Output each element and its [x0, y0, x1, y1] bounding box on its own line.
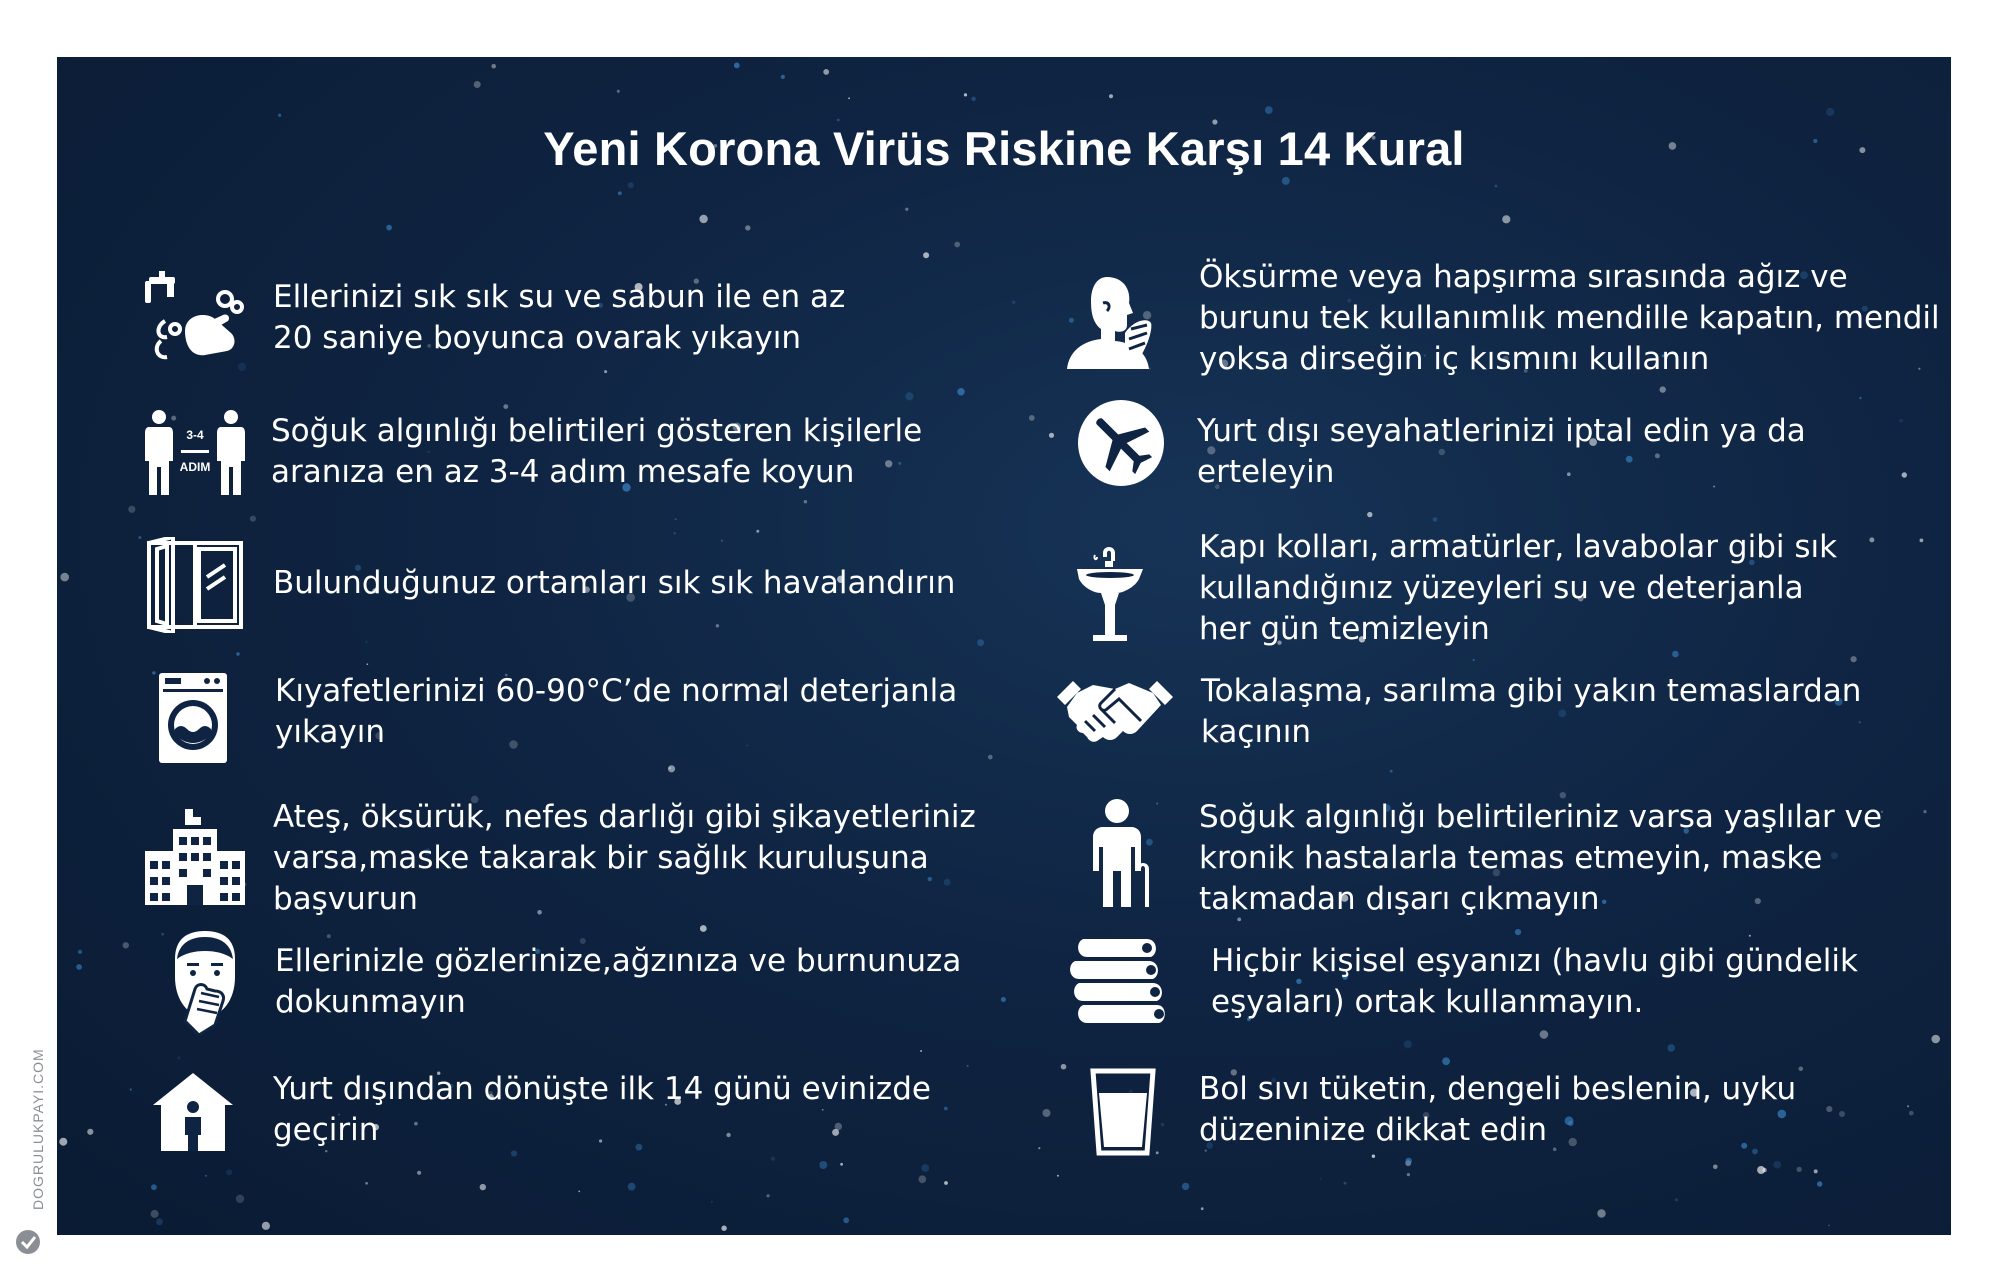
star-dot	[843, 1217, 849, 1223]
rule-text-line: Öksürme veya hapşırma sırasında ağız ve	[1199, 259, 1848, 295]
rule-text-line: varsa,maske takarak bir sağlık kuruluşuna	[273, 840, 929, 876]
star-dot	[367, 663, 369, 665]
star-dot	[1407, 1173, 1410, 1176]
rule-text-line: eşyaları) ortak kullanmayın.	[1211, 984, 1644, 1020]
rule-text-line: başvurun	[273, 881, 418, 917]
star-dot	[87, 1129, 93, 1135]
star-dot	[920, 1050, 922, 1052]
star-dot	[1814, 1169, 1818, 1173]
star-dot	[1817, 1181, 1822, 1186]
star-dot	[78, 950, 82, 954]
rule-cover-cough	[1067, 257, 1947, 387]
star-dot	[971, 97, 976, 102]
distance-icon-label-top: 3-4	[186, 428, 204, 442]
star-dot	[236, 652, 239, 655]
rule-text-line: Kapı kolları, armatürler, lavabolar gibi sık	[1199, 529, 1838, 565]
star-dot	[1265, 106, 1273, 114]
rule-handwash	[145, 271, 1045, 381]
star-dot	[1851, 656, 1857, 662]
star-dot	[905, 208, 908, 211]
rule-hydrate	[1067, 1069, 1947, 1169]
star-dot	[491, 64, 496, 69]
star-dot	[1282, 177, 1290, 185]
sink-icon	[1067, 543, 1167, 643]
rule-text-line: yoksa dirseğin iç kısmını kullanın	[1199, 341, 1710, 377]
rule-clean-surfaces	[1067, 527, 1947, 657]
star-dot	[1109, 94, 1113, 98]
rule-avoid-contact	[1057, 669, 1947, 769]
star-dot	[138, 536, 141, 539]
star-dot	[59, 1138, 67, 1146]
rule-text-line: yıkayın	[275, 714, 385, 750]
star-dot	[745, 225, 750, 230]
handwash-icon	[145, 271, 245, 371]
star-dot	[177, 1056, 180, 1059]
star-dot	[781, 75, 785, 79]
rule-text-line: Bol sıvı tüketin, dengeli beslenin, uyku	[1199, 1071, 1797, 1107]
rule-laundry	[145, 669, 1045, 769]
star-dot	[123, 942, 129, 948]
rule-text-line: kaçının	[1201, 714, 1311, 750]
star-dot	[250, 516, 256, 522]
distance-icon-label-bottom: ADIM	[179, 460, 211, 474]
star-dot	[130, 1088, 132, 1090]
star-dot	[278, 114, 281, 117]
star-dot	[578, 1191, 580, 1193]
star-dot	[1495, 185, 1498, 188]
star-dot	[417, 1171, 421, 1175]
star-dot	[1049, 433, 1054, 438]
star-dot	[756, 530, 759, 533]
rule-cancel-travel	[1067, 409, 1947, 509]
rule-text-line: Soğuk algınlığı belirtileriniz varsa yaşlılar ve	[1199, 799, 1883, 835]
star-dot	[964, 93, 967, 96]
towels-icon	[1067, 939, 1167, 1029]
star-dot	[60, 573, 69, 582]
star-dot	[1433, 517, 1437, 521]
rule-text-line: Hiçbir kişisel eşyanızı (havlu gibi gündelik	[1211, 943, 1858, 979]
rule-text-line: 20 saniye boyunca ovarak yıkayın	[273, 320, 801, 356]
star-dot	[675, 518, 677, 520]
rule-no-face-touch	[145, 929, 1045, 1049]
star-dot	[1502, 215, 1510, 223]
star-dot	[823, 69, 829, 75]
credit-text: DOGRULUKPAYI.COM	[30, 1048, 46, 1210]
logo-check-icon	[14, 1228, 44, 1258]
star-dot	[1390, 770, 1393, 773]
star-dot	[1344, 1182, 1347, 1185]
star-dot	[128, 506, 135, 513]
face-touch-icon	[155, 929, 255, 1035]
star-dot	[734, 63, 740, 69]
star-dot	[236, 1195, 244, 1203]
page-title: Yeni Korona Virüs Riskine Karşı 14 Kural	[543, 122, 1465, 175]
star-dot	[1320, 1178, 1322, 1180]
washing-machine-icon	[145, 669, 245, 765]
hospital-icon	[145, 809, 245, 909]
rule-distance	[145, 409, 1045, 509]
star-dot	[674, 532, 676, 534]
rule-text-line: geçirin	[273, 1112, 379, 1148]
star-dot	[721, 1226, 726, 1231]
rule-text-line: Kıyafetlerinizi 60-90°C’de normal deterjanla	[275, 673, 958, 709]
star-dot	[1057, 1175, 1059, 1177]
rule-text-line: Yurt dışı seyahatlerinizi iptal edin ya da	[1197, 413, 1806, 449]
star-dot	[711, 1201, 713, 1203]
star-dot	[226, 1169, 232, 1175]
star-dot	[628, 1183, 636, 1191]
star-dot	[923, 252, 929, 258]
star-dot	[386, 225, 392, 231]
rule-text-line: Bulunduğunuz ortamları sık sık havalandırın	[273, 565, 956, 601]
star-dot	[366, 641, 368, 643]
rule-no-sharing	[1067, 929, 1947, 1049]
rule-text-line: her gün temizleyin	[1199, 611, 1490, 647]
star-dot	[474, 81, 481, 88]
star-dot	[1201, 1207, 1204, 1210]
rule-ventilate	[145, 537, 1045, 637]
star-dot	[1061, 1064, 1067, 1070]
rule-text-line: burunu tek kullanımlık mendille kapatın, mendil	[1199, 300, 1940, 336]
star-dot	[699, 215, 707, 223]
star-dot	[151, 1210, 159, 1218]
star-dot	[480, 1184, 486, 1190]
water-glass-icon	[1089, 1067, 1189, 1157]
sneeze-icon	[1067, 273, 1167, 373]
star-dot	[76, 964, 82, 970]
star-dot	[1675, 1198, 1678, 1201]
rule-text-line: Ateş, öksürük, nefes darlığı gibi şikayetleriniz	[273, 799, 976, 835]
rule-text-line: takmadan dışarı çıkmayın	[1199, 881, 1600, 917]
star-dot	[954, 242, 960, 248]
star-dot	[156, 1218, 163, 1225]
star-dot	[957, 388, 964, 395]
star-dot	[1597, 1209, 1605, 1217]
infographic-panel	[57, 57, 1951, 1235]
window-icon	[145, 537, 245, 633]
rule-text-line: Tokalaşma, sarılma gibi yakın temaslardan	[1201, 673, 1862, 709]
rule-text-line: düzeninize dikkat edin	[1199, 1112, 1548, 1148]
distance-icon	[145, 409, 245, 499]
star-dot	[918, 1175, 926, 1183]
star-dot	[1473, 659, 1475, 661]
rule-text-line: Ellerinizi sık sık su ve sabun ile en az	[273, 279, 846, 315]
rule-text-line: Yurt dışından dönüşte ilk 14 günü evinizde	[273, 1071, 931, 1107]
star-dot	[1182, 1183, 1189, 1190]
star-dot	[1828, 1225, 1830, 1227]
star-dot	[618, 191, 622, 195]
rule-text-line: dokunmayın	[275, 984, 466, 1020]
star-dot	[205, 1175, 207, 1177]
airplane-icon	[1077, 399, 1177, 499]
rule-self-isolate	[145, 1069, 1045, 1169]
star-dot	[617, 90, 620, 93]
star-dot	[944, 1181, 948, 1185]
star-dot	[767, 1194, 770, 1197]
star-dot	[1660, 386, 1666, 392]
rule-text-line: kullandığınız yüzeyleri su ve deterjanla	[1199, 570, 1804, 606]
rule-text-line: Soğuk algınlığı belirtileri gösteren kişilerle	[271, 413, 923, 449]
rule-text-line: aranıza en az 3-4 adım mesafe koyun	[271, 454, 855, 490]
star-dot	[628, 182, 634, 188]
star-dot	[977, 639, 984, 646]
star-dot	[262, 1222, 270, 1230]
star-dot	[365, 1182, 368, 1185]
rule-text-line: Ellerinizle gözlerinize,ağzınıza ve burnunuza	[275, 943, 962, 979]
home-icon	[153, 1073, 253, 1153]
star-dot	[1367, 512, 1372, 517]
star-dot	[905, 392, 913, 400]
star-dot	[1859, 397, 1862, 400]
star-dot	[1826, 108, 1834, 116]
elderly-icon	[1091, 799, 1191, 909]
handshake-icon	[1057, 675, 1173, 755]
rule-text-line: erteleyin	[1197, 454, 1335, 490]
rule-text-line: kronik hastalarla temas etmeyin, maske	[1199, 840, 1823, 876]
rule-protect-vulnerable	[1067, 797, 1947, 927]
rule-seek-care	[145, 797, 1045, 927]
star-dot	[1442, 1057, 1450, 1065]
star-dot	[151, 1184, 157, 1190]
star-dot	[967, 1065, 969, 1067]
star-dot	[848, 97, 850, 99]
